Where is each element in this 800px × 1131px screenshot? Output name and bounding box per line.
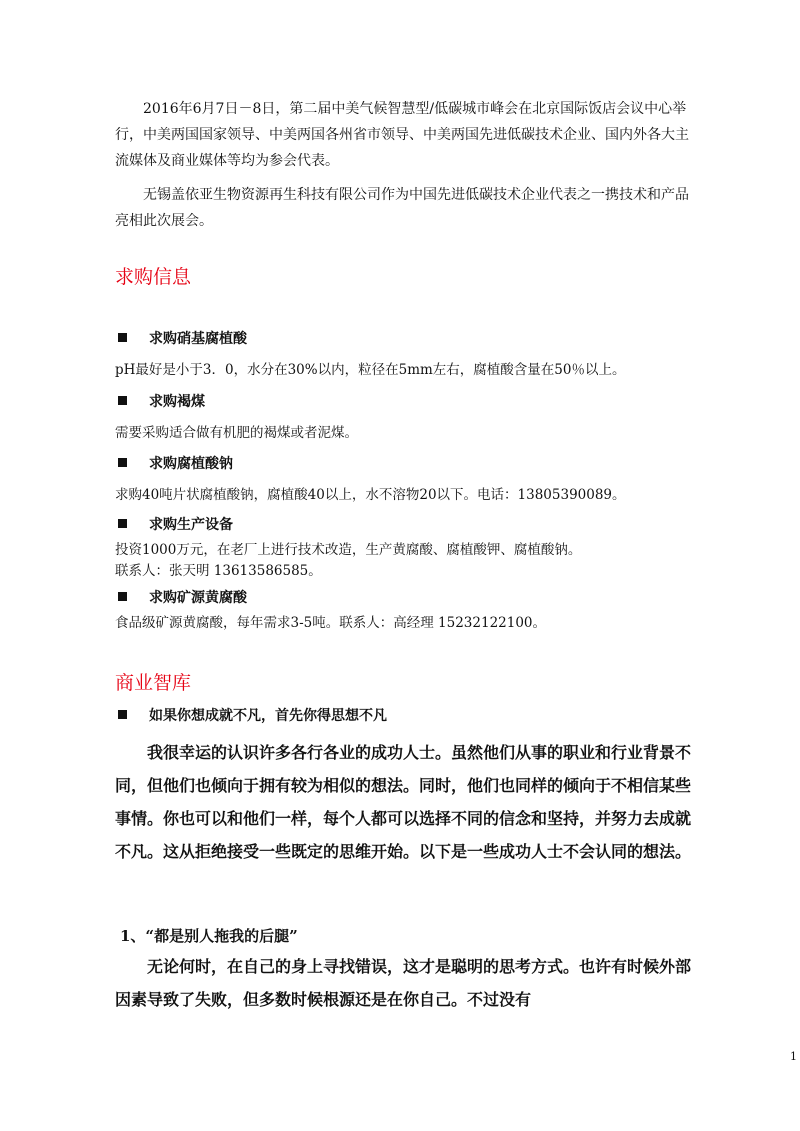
intro-paragraph-2: 无锡盖依亚生物资源再生科技有限公司作为中国先进低碳技术企业代表之一携技术和产品亮相此次展会。 <box>115 187 689 229</box>
intro-paragraph-1: 2016年6月7日－8日，第二届中美气候智慧型/低碳城市峰会在北京国际饭店会议中心举行，中美两国国家领导、中美两国各州省市领导、中美两国先进低碳技术企业、国内外各大主流媒体及商业媒体等均为参会代表。 <box>115 101 689 169</box>
purchase-item-text: 需要采购适合做有机肥的褐煤或者泥煤。 <box>115 425 358 441</box>
square-bullet-icon <box>118 592 127 601</box>
article-heading: 如果你想成就不凡，首先你得思想不凡 <box>118 706 387 726</box>
square-bullet-icon <box>118 710 127 719</box>
purchase-item-text: 食品级矿源黄腐酸，每年需求3-5吨。联系人：高经理 15232122100。 <box>115 615 547 631</box>
article-paragraph-1: 我很幸运的认识许多各行各业的成功人士。虽然他们从事的职业和行业背景不同，但他们也倾向于拥有较为相似的想法。同时，他们也同样的倾向于不相信某些事情。你也可以和他们一样，每个人都可以选择不同的信念和坚持，并努力去成就不凡。这从拒绝接受一些既定的思维开始。以下是一些成功人士不会认同的想法。 <box>115 743 692 861</box>
purchase-item-heading: 求购生产设备 <box>118 515 233 535</box>
section-title-think-tank: 商业智库 <box>115 672 192 694</box>
purchase-item-heading: 求购矿源黄腐酸 <box>118 588 247 608</box>
article-paragraph-2: 无论何时，在自己的身上寻找错误，这才是聪明的思考方式。也许有时候外部因素导致了失败，但多数时候根源还是在你自己。不过没有 <box>115 957 692 1009</box>
page-number: 1 <box>790 1050 797 1063</box>
square-bullet-icon <box>118 458 127 467</box>
purchase-item-heading: 求购褐煤 <box>118 392 205 412</box>
purchase-item-text: 投资1000万元，在老厂上进行技术改造，生产黄腐酸、腐植酸钾、腐植酸钠。 <box>115 542 582 558</box>
purchase-item-heading: 求购腐植酸钠 <box>118 454 233 474</box>
article-point-1: 1、“都是别人拖我的后腿” <box>120 927 298 945</box>
square-bullet-icon <box>118 333 127 342</box>
square-bullet-icon <box>118 519 127 528</box>
square-bullet-icon <box>118 396 127 405</box>
purchase-item-heading: 求购硝基腐植酸 <box>118 329 247 349</box>
purchase-item-text: 联系人：张天明 13613586585。 <box>115 563 322 579</box>
section-title-purchase: 求购信息 <box>115 266 192 288</box>
purchase-item-text: 求购40吨片状腐植酸钠，腐植酸40以上，水不溶物20以下。电话：13805390089。 <box>115 487 626 503</box>
purchase-item-text: pH最好是小于3．0，水分在30%以内，粒径在5mm左右，腐植酸含量在50％以上。 <box>115 362 626 378</box>
